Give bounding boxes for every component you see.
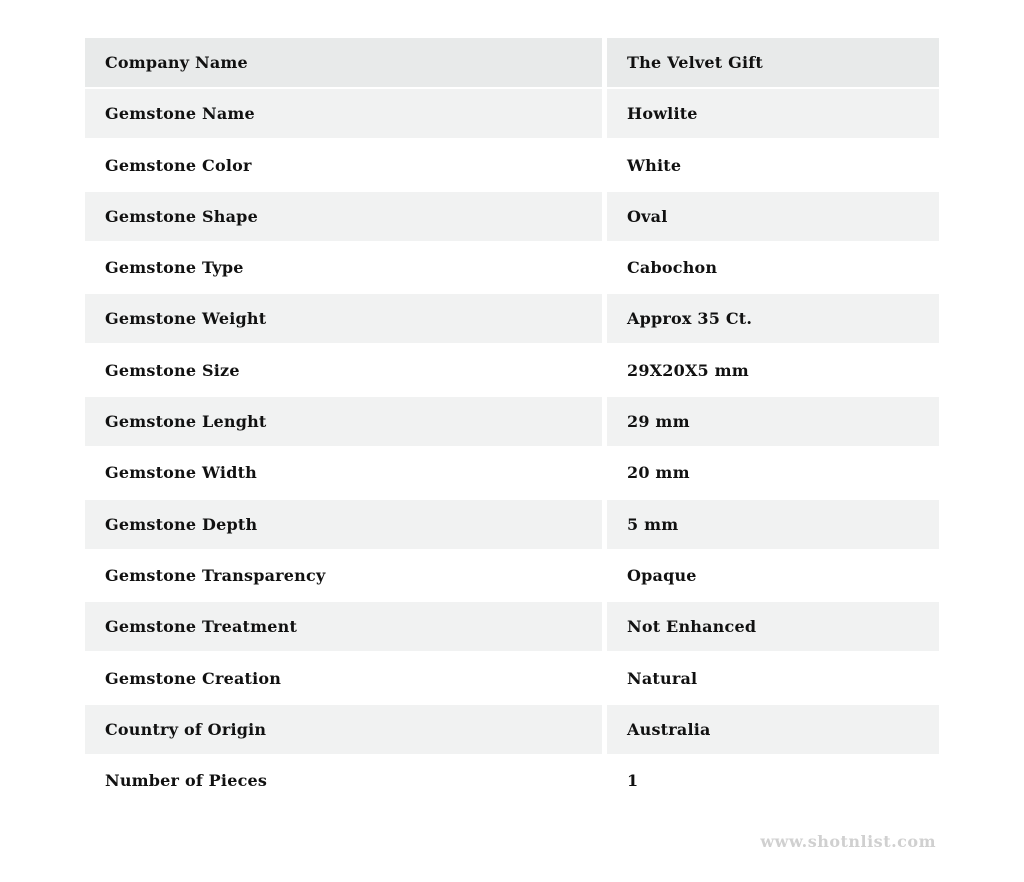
spec-label: Gemstone Lenght bbox=[85, 397, 602, 446]
spec-label: Gemstone Transparency bbox=[85, 551, 602, 600]
table-row bbox=[85, 551, 939, 600]
spec-value: Cabochon bbox=[607, 243, 939, 292]
spec-label: Number of Pieces bbox=[85, 756, 602, 805]
table-row bbox=[85, 243, 939, 292]
spec-value: 5 mm bbox=[607, 500, 939, 549]
spec-value: Australia bbox=[607, 705, 939, 754]
table-row bbox=[85, 448, 939, 497]
spec-label: Gemstone Type bbox=[85, 243, 602, 292]
table-row bbox=[85, 192, 939, 241]
spec-label: Gemstone Width bbox=[85, 448, 602, 497]
spec-value: 20 mm bbox=[607, 448, 939, 497]
spec-value: White bbox=[607, 141, 939, 190]
spec-label: Gemstone Name bbox=[85, 89, 602, 138]
spec-value: Not Enhanced bbox=[607, 602, 939, 651]
table-row bbox=[85, 397, 939, 446]
spec-value: 29 mm bbox=[607, 397, 939, 446]
spec-label: Gemstone Depth bbox=[85, 500, 602, 549]
spec-value: Approx 35 Ct. bbox=[607, 294, 939, 343]
spec-label: Company Name bbox=[85, 38, 602, 87]
table-row bbox=[85, 705, 939, 754]
table-row bbox=[85, 602, 939, 651]
table-row bbox=[85, 89, 939, 138]
table-row bbox=[85, 294, 939, 343]
table-row bbox=[85, 654, 939, 703]
table-row bbox=[85, 346, 939, 395]
spec-value: Natural bbox=[607, 654, 939, 703]
spec-label: Country of Origin bbox=[85, 705, 602, 754]
table-row bbox=[85, 38, 939, 87]
watermark-text: www.shotnlist.com bbox=[760, 832, 936, 851]
spec-label: Gemstone Treatment bbox=[85, 602, 602, 651]
spec-label: Gemstone Color bbox=[85, 141, 602, 190]
spec-label: Gemstone Shape bbox=[85, 192, 602, 241]
spec-label: Gemstone Weight bbox=[85, 294, 602, 343]
spec-label: Gemstone Size bbox=[85, 346, 602, 395]
table-row bbox=[85, 756, 939, 805]
spec-value: Opaque bbox=[607, 551, 939, 600]
spec-value: The Velvet Gift bbox=[607, 38, 939, 87]
table-row bbox=[85, 500, 939, 549]
gemstone-spec-table bbox=[85, 38, 939, 805]
spec-value: 1 bbox=[607, 756, 939, 805]
table-row bbox=[85, 141, 939, 190]
spec-value: Oval bbox=[607, 192, 939, 241]
spec-label: Gemstone Creation bbox=[85, 654, 602, 703]
spec-value: 29X20X5 mm bbox=[607, 346, 939, 395]
spec-value: Howlite bbox=[607, 89, 939, 138]
